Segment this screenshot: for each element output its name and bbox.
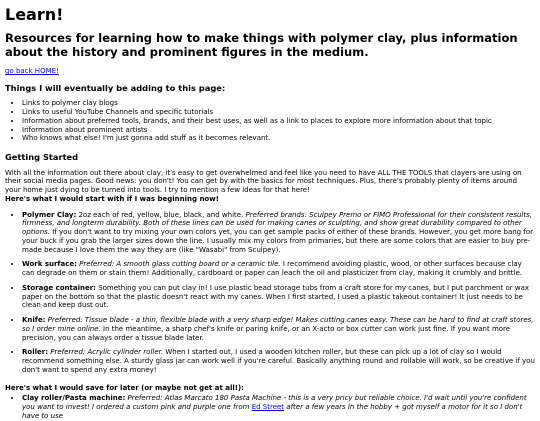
start-heading: Here's what I would start with if I was beginning now! bbox=[5, 194, 219, 203]
page-title: Learn! bbox=[5, 5, 64, 24]
list-item-polymer-clay: • Polymer Clay: 2oz each of red, yellow, blue, black, and white. Preferred brands: Sculpey Premo or FIMO Professional for their consistent results, firmness, and longterm durability. Both of these lines can be used for making canes or sculpting, and show great durability compared to other options. If you don't want to try mixing your own colors yet, you can get sample packs of either of these brands. However, you get more bang for your buck if you grab the larger sizes down the line. I usually mix my colors from primaries, but there are some colors that are easier to buy pre-made because I love them the way they are (like "Wasabi" from Sculpey). bbox=[22, 211, 535, 255]
list-item-storage: • Storage container: Something you can put clay in! I use plastic bead storage tubs from a craft store for my canes, but I put parchment or wax paper on the bottom so that the plastic doesn't react with my canes. When I first started, I used a plastic takeout container! It just needs to be clean and keep dust out. bbox=[22, 284, 535, 310]
list-item-work-surface: • Work surface: Preferred: A smooth glass cutting board or a ceramic tile. I recommend avoiding plastic, wood, or other surfaces because clay can degrade on them or stain them! Additionally, cardboard or paper can leach the oil and plasticizer from clay, making it crumbly and brittle. bbox=[22, 260, 535, 278]
list-item-pasta-machine: • Clay roller/Pasta machine: Preferred: Atlas Marcato 180 Pasta Machine - this is a very pricy but reliable choice. I'd wait until you're confident you want to invest! I ordered a custom pink and purple one from Ed Street after a few years in the hobby + got myself a motor for it so I don't have to use bbox=[22, 394, 535, 420]
list-item: • Who knows what else! I'm just gonna add stuff as it becomes relevant. bbox=[22, 134, 535, 143]
home-link[interactable]: go back HOME! bbox=[5, 67, 59, 76]
list-item-knife: • Knife: Preferred: Tissue blade - a thin, flexible blade with a very sharp edge! Makes cutting canes easy. These can be hard to find at craft stores, so I order mine online. In the meantime, a sharp chef's knife or paring knife, or an X-acto or box cutter can work just fine. If you want more precision, you can always order a tissue blade later. bbox=[22, 316, 535, 342]
list-item: • Links to polymer clay blogs bbox=[22, 99, 535, 108]
adding-heading: Things I will eventually be adding to this page: bbox=[5, 83, 226, 94]
page-subtitle: Resources for learning how to make things with polymer clay, plus information about the history and prominent figures in the medium. bbox=[5, 30, 518, 59]
list-item: • Links to useful YouTube Channels and specific tutorials bbox=[22, 108, 535, 117]
getting-started-heading: Getting Started bbox=[5, 152, 79, 163]
ed-street-link[interactable]: Ed Street bbox=[251, 403, 285, 412]
adding-list bbox=[5, 99, 535, 143]
intro-paragraph: With all the information out there about clay, it's easy to get overwhelmed and feel like you need to have ALL THE TOOLS that clayers are using on their social media pages. Good news: you don't! You can get by with the basics for most techniques. Plus, there's probably plenty of items around your home just dying to be turned into tools. I try to mention a few ideas for that here! Here's what I would start with if I was beginning now! bbox=[5, 168, 522, 203]
list-item-roller: • Roller: Preferred: Acrylic cylinder roller. When I started out, I used a wooden kitchen roller, but these can pick up a lot of clay so I would recommend something else. A sturdy glass jar can work well if you're careful. Basically anything round and rollable will work, so be creative if you don't want to spend any extra money! bbox=[22, 348, 535, 374]
list-item: • Information about preferred tools, brands, and their best uses, as well as a link to places to explore more information about that topic bbox=[22, 117, 535, 126]
later-list bbox=[5, 394, 535, 420]
list-item: • Information about prominent artists bbox=[22, 126, 535, 135]
starter-list bbox=[5, 211, 535, 375]
later-heading: Here's what I would save for later (or maybe not get at all!): bbox=[5, 383, 244, 392]
